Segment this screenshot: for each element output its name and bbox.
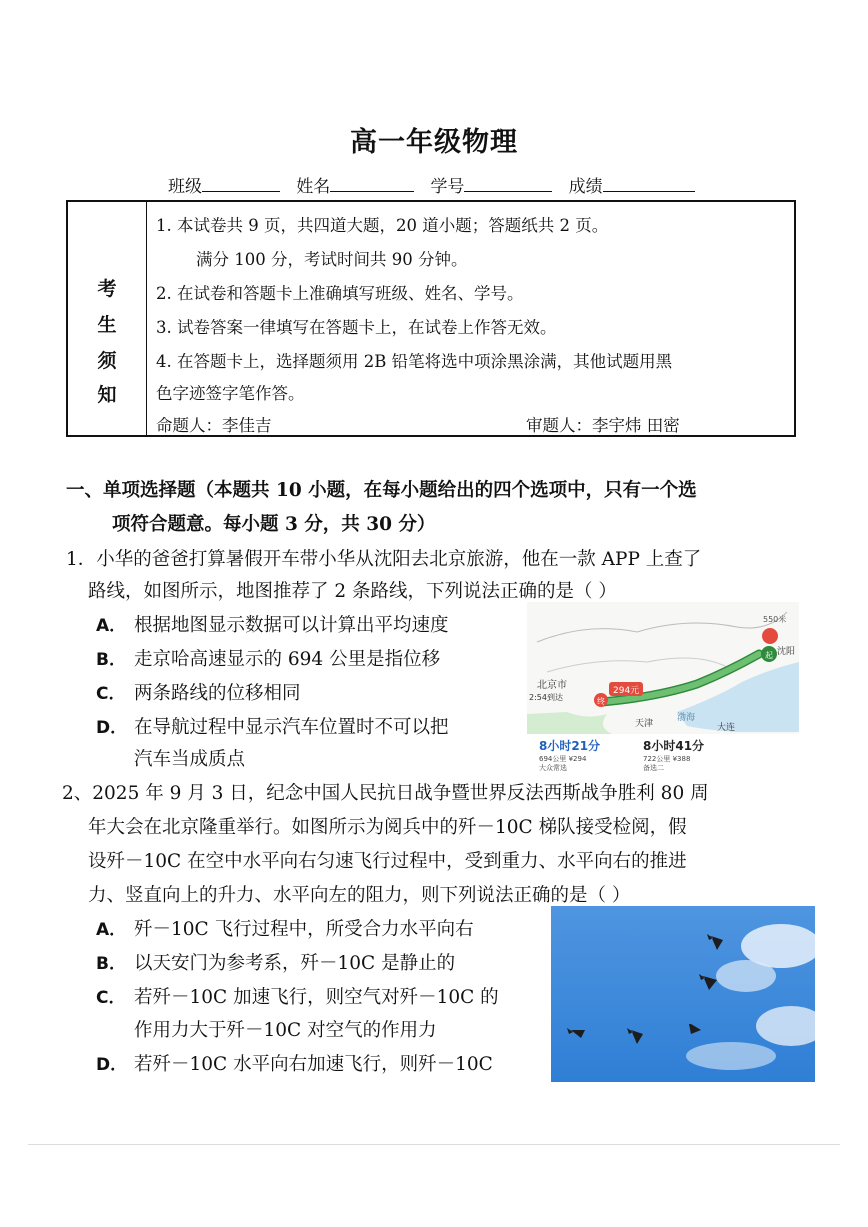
map-label-dalian: 大连: [717, 723, 736, 733]
q2-stem-cont: 力、竖直向上的升力、水平向左的阻力，则下列说法正确的是（ ）: [88, 885, 631, 906]
notice-label-char: 生: [97, 314, 117, 336]
route2-tag: 备选二: [643, 764, 664, 772]
option-letter: D．: [96, 1055, 128, 1075]
class-blank: [202, 173, 280, 192]
route1-time: 8小时21分: [539, 739, 601, 753]
route2-time: 8小时41分: [643, 739, 705, 753]
notice-line: 满分 100 分，考试时间共 90 分钟。: [196, 250, 468, 269]
route1-info: 694公里 ¥294: [539, 755, 587, 763]
map-badge-start: 终: [597, 697, 605, 706]
route-map-svg: [527, 602, 799, 772]
notice-line: 3. 试卷答案一律填写在答题卡上，在试卷上作答无效。: [156, 318, 557, 337]
q1-option-b: [96, 645, 440, 671]
map-badge-end: 起: [765, 651, 773, 660]
notice-label-char: 须: [97, 350, 117, 372]
notice-label-char: 考: [97, 278, 117, 300]
map-label-time: 2:54到达: [529, 693, 563, 702]
score-label: 成绩: [568, 177, 603, 197]
notice-author: 命题人：李佳吉: [156, 416, 272, 435]
route1-tag: 大众常选: [539, 764, 567, 772]
route-map-image: [527, 602, 799, 772]
option-text: 若歼－10C 加速飞行，则空气对歼－10C 的: [134, 987, 499, 1008]
option-text: 两条路线的位移相同: [134, 683, 301, 704]
option-text: 歼－10C 飞行过程中，所受合力水平向右: [134, 919, 474, 940]
q2-option-c-cont: 作用力大于歼－10C 对空气的作用力: [134, 1020, 437, 1041]
score-blank: [603, 173, 695, 192]
route2-info: 722公里 ¥388: [643, 755, 691, 763]
option-text: 走京哈高速显示的 694 公里是指位移: [134, 649, 441, 670]
option-text: 在导航过程中显示汽车位置时不可以把: [134, 717, 449, 738]
notice-divider: [146, 202, 147, 435]
page-title: 高一年级物理: [350, 127, 518, 158]
q2-option-b: [96, 949, 455, 975]
map-label-shenyang: 沈阳: [777, 647, 796, 657]
section-heading-cont: 项符合题意。每小题 3 分，共 30 分）: [112, 514, 436, 535]
q1-option-d: [96, 713, 449, 739]
option-text: 根据地图显示数据可以计算出平均速度: [134, 615, 449, 636]
q1-option-c: [96, 679, 301, 705]
option-letter: B．: [96, 650, 126, 670]
notice-line: 1. 本试卷共 9 页，共四道大题，20 道小题；答题纸共 2 页。: [156, 216, 609, 235]
map-price-tag: 294元: [613, 686, 640, 696]
page-divider: [28, 1144, 840, 1145]
section-heading: 一、单项选择题（本题共 10 小题，在每小题给出的四个选项中，只有一个选: [66, 480, 697, 501]
option-text: 若歼－10C 水平向右加速飞行，则歼－10C: [134, 1054, 493, 1075]
notice-box: [66, 200, 796, 437]
q1-option-d-cont: 汽车当成质点: [134, 749, 246, 770]
jet-formation-photo: [551, 906, 815, 1082]
id-blank: [464, 173, 552, 192]
q2-option-c: [96, 983, 499, 1009]
option-letter: C．: [96, 684, 126, 704]
map-label-550: 550米: [763, 615, 787, 624]
map-label-tianjin: 天津: [635, 719, 654, 729]
option-letter: C．: [96, 988, 126, 1008]
map-label-bohai: 渤海: [677, 713, 696, 723]
notice-label-char: 知: [97, 384, 117, 406]
notice-line: 2. 在试卷和答题卡上准确填写班级、姓名、学号。: [156, 284, 524, 303]
name-label: 姓名: [296, 177, 331, 197]
q1-stem: 1．小华的爸爸打算暑假开车带小华从沈阳去北京旅游，他在一款 APP 上查了: [66, 549, 702, 570]
name-blank: [330, 173, 414, 192]
notice-reviewer: 审题人：李宇炜 田密: [526, 416, 680, 435]
id-label: 学号: [430, 177, 465, 197]
q2-option-a: [96, 915, 474, 941]
notice-line: 色字迹签字笔作答。: [156, 384, 305, 403]
q2-option-d: [96, 1050, 493, 1076]
q2-stem-cont: 设歼－10C 在空中水平向右匀速飞行过程中，受到重力、水平向右的推进: [88, 851, 687, 872]
q2-stem: 2、2025 年 9 月 3 日，纪念中国人民抗日战争暨世界反法西斯战争胜利 80 周: [62, 783, 709, 804]
option-text: 以天安门为参考系，歼－10C 是静止的: [134, 953, 456, 974]
option-letter: A．: [96, 920, 127, 940]
q1-option-a: [96, 611, 449, 637]
option-letter: A．: [96, 616, 127, 636]
option-letter: D．: [96, 718, 128, 738]
option-letter: B．: [96, 954, 126, 974]
class-label: 班级: [168, 177, 202, 197]
notice-line: 4. 在答题卡上，选择题须用 2B 铅笔将选中项涂黑涂满，其他试题用黑: [156, 352, 673, 371]
map-label-beijing: 北京市: [537, 680, 567, 691]
q2-stem-cont: 年大会在北京隆重举行。如图所示为阅兵中的歼－10C 梯队接受检阅，假: [88, 817, 687, 838]
q1-stem-cont: 路线，如图所示，地图推荐了 2 条路线，下列说法正确的是（ ）: [88, 581, 617, 602]
sky-svg: [551, 906, 815, 1082]
student-info-fields: [168, 172, 695, 197]
